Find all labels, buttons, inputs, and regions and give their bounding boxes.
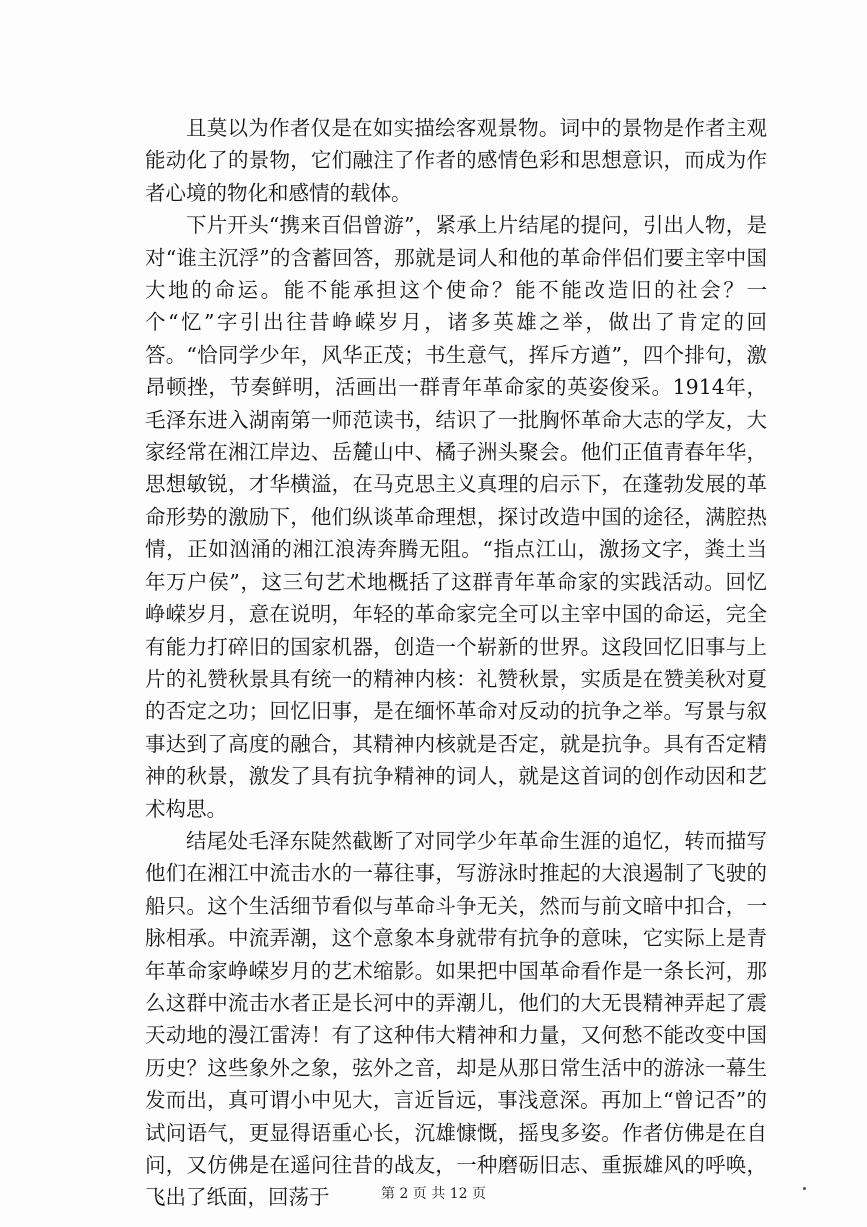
- article-body: [145, 112, 767, 1214]
- scan-speck: [803, 1187, 806, 1190]
- page-number-footer: 第 2 页 共 12 页: [381, 1186, 486, 1202]
- paragraph-1: 且莫以为作者仅是在如实描绘客观景物。词中的景物是作者主观能动化了的景物，它们融注了作者的感情色彩和思想意识，而成为作者心境的物化和感情的载体。: [145, 116, 767, 205]
- paragraph-3: 结尾处毛泽东陡然截断了对同学少年革命生涯的追忆，转而描写他们在湘江中流击水的一幕往事，写游泳时推起的大浪遏制了飞驶的船只。这个生活细节看似与革命斗争无关，然而与前文暗中扣合，一脉相承。中流弄潮，这个意象本身就带有抗争的意味，它实际上是青年革命家峥嵘岁月的艺术缩影。如果把中国革命看作是一条长河，那么这群中流击水者正是长河中的弄潮儿，他们的大无畏精神弄起了震天动地的漫江雷涛！有了这种伟大精神和力量，又何愁不能改变中国历史？这些象外之象，弦外之音，却是从那日常生活中的游泳一幕生发而出，真可谓小中见大，言近旨远，事浅意深。再加上“曾记否”的试问语气，更显得语重心长，沉雄慷慨，摇曳多姿。作者仿佛是在自问，又仿佛是在遥问往昔的战友，一种磨砺旧志、重振雄风的呼唤，飞出了纸面，回荡于: [145, 828, 767, 1210]
- paragraph-2: 下片开头“携来百侣曾游”，紧承上片结尾的提问，引出人物，是对“谁主沉浮”的含蓄回答，那就是词人和他的革命伴侣们要主宰中国大地的命运。能不能承担这个使命？能不能改造旧的社会？一个“忆”字引出往昔峥嵘岁月，诸多英雄之举，做出了肯定的回答。“恰同学少年，风华正茂；书生意气，挥斥方遒”，四个排句，激昂顿挫，节奏鲜明，活画出一群青年革命家的英姿俊采。1914年，毛泽东进入湖南第一师范读书，结识了一批胸怀革命大志的学友，大家经常在湘江岸边、岳麓山中、橘子洲头聚会。他们正值青春年华，思想敏锐，才华横溢，在马克思主义真理的启示下，在蓬勃发展的革命形势的激励下，他们纵谈革命理想，探讨改造中国的途径，满腔热情，正如汹涌的湘江浪涛奔腾无阻。“指点江山，激扬文字，粪土当年万户侯”，这三句艺术地概括了这群青年革命家的实践活动。回忆峥嵘岁月，意在说明，年轻的革命家完全可以主宰中国的命运，完全有能力打碎旧的国家机器，创造一个崭新的世界。这段回忆旧事与上片的礼赞秋景具有统一的精神内核：礼赞秋景，实质是在赞美秋对夏的否定之功；回忆旧事，是在缅怀革命对反动的抗争之举。写景与叙事达到了高度的融合，其精神内核就是否定，就是抗争。具有否定精神的秋景，激发了具有抗争精神的词人，就是这首词的创作动因和艺术构思。: [145, 213, 767, 821]
